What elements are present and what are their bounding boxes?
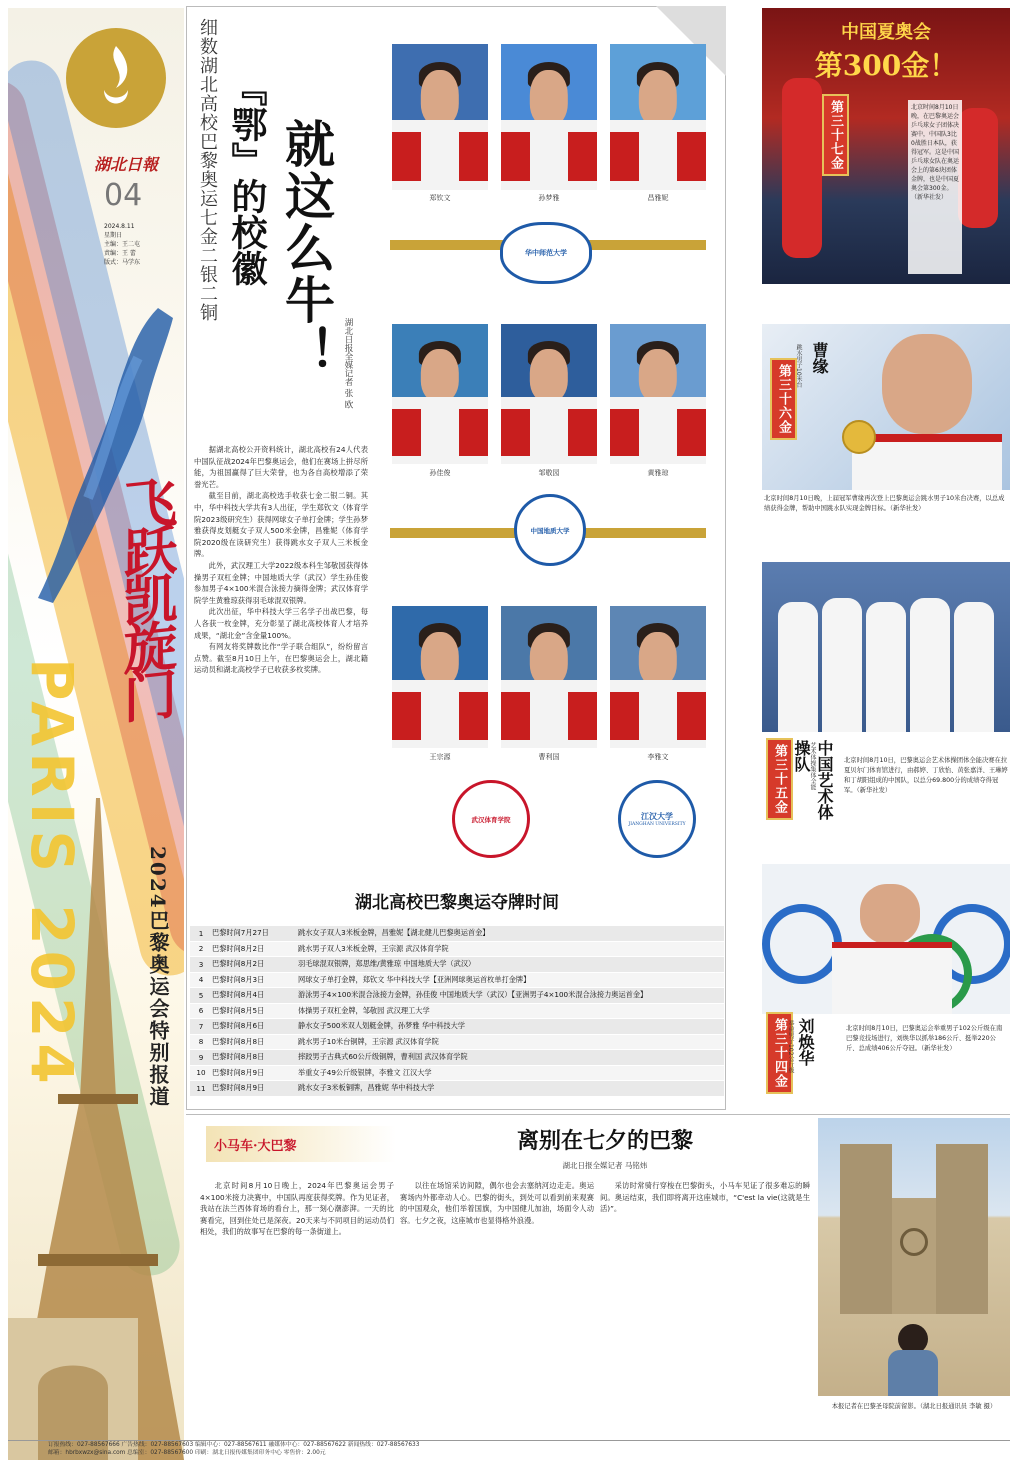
athlete-name: 孙梦雅	[538, 194, 560, 202]
row-time: 巴黎时间8月2日	[212, 943, 265, 953]
paris-2024-text: PARIS 2024	[18, 658, 86, 1090]
row-time: 巴黎时间8月8日	[212, 1036, 265, 1046]
row-index: 10	[196, 1068, 206, 1078]
athlete-photo	[610, 324, 706, 464]
row-time: 巴黎时间8月9日	[212, 1067, 265, 1077]
event-name: 举重男子102公斤级	[787, 1020, 794, 1074]
eiffel-tower-illustration	[8, 798, 184, 1460]
row-time: 巴黎时间7月27日	[212, 928, 269, 938]
article-paragraph: 有网友将奖牌数比作“学子联合组队”，纷纷留言点赞。截至8月10日上午，在巴黎奥运会上，湖北籍运动员和湖北高校学子已收获多枚奖牌。	[194, 642, 368, 675]
athlete-photo	[392, 606, 488, 748]
row-detail: 摔跤男子古典式60公斤级铜牌，曹利国 武汉体育学院	[298, 1052, 468, 1062]
university-emblem	[500, 222, 592, 284]
athlete-photo	[610, 44, 706, 190]
table-row	[190, 1066, 724, 1082]
athlete-photo	[501, 324, 597, 464]
table-row	[190, 1081, 724, 1097]
athlete-name: 李雅文	[647, 753, 669, 761]
banner-slogan: 飞跃凯旋门	[115, 472, 178, 720]
row-detail: 羽毛球混双银牌，郑思维/黄雅琼 中国地质大学（武汉）	[298, 959, 476, 969]
athlete-name: 黄雅琼	[647, 469, 669, 477]
row-index: 6	[198, 1006, 204, 1016]
athlete-name: 曹利国	[538, 753, 560, 761]
athlete-jacket	[832, 942, 952, 1014]
rose-window	[900, 1228, 928, 1256]
series-title: 2024巴黎奥运会特别报道	[146, 846, 170, 1108]
row-detail: 跳水女子双人3米板金牌，昌雅妮【湖北健儿巴黎奥运首金】	[298, 928, 490, 938]
table-row	[190, 1050, 724, 1066]
emblem-label: 中国地质大学	[530, 526, 570, 535]
section-divider	[186, 1114, 1010, 1115]
row-index: 2	[198, 944, 204, 954]
athlete-name: 刘焕华	[796, 1018, 815, 1066]
athlete-face	[882, 334, 972, 434]
row-detail: 游泳男子4×100米混合泳接力金牌，孙佳俊 中国地质大学（武汉）【亚洲男子4×100米混合泳接力奥运首金】	[298, 990, 648, 1000]
article-body	[194, 444, 368, 870]
university-emblem	[514, 494, 586, 566]
photo-caption: 北京时间8月10日，巴黎奥运会举重男子102公斤级在南巴黎竞技场进行，刘焕华以抓举186公斤、挺举220公斤、总成绩406公斤夺冠。（新华社发）	[846, 1025, 1003, 1052]
issue-info	[104, 222, 140, 267]
editor-line: 责编：王 蕾	[104, 250, 136, 257]
team-member	[822, 598, 862, 732]
row-time: 巴黎时间8月9日	[212, 1083, 265, 1093]
reporter-body	[888, 1350, 938, 1396]
row-time: 巴黎时间8月8日	[212, 1052, 265, 1062]
row-detail: 举重女子49公斤级银牌，李雅文 江汉大学	[298, 1067, 432, 1077]
rhythmic-team-photo	[762, 562, 1010, 732]
gold-medal-icon	[842, 420, 876, 454]
cathedral-tower	[936, 1144, 988, 1314]
table-row	[190, 957, 724, 973]
athlete-photo	[392, 44, 488, 190]
paris-banner	[8, 8, 184, 1460]
headline-sub2: 细数湖北高校巴黎奥运七金二银二铜	[197, 18, 218, 322]
issue-date: 2024.8.11	[104, 223, 135, 230]
table-tennis-photo	[762, 8, 1010, 284]
table-row	[190, 926, 724, 942]
notre-dame-photo	[818, 1118, 1010, 1396]
event-name: 跳水男子10米台	[795, 344, 802, 388]
page-footer	[8, 1440, 1010, 1464]
event-name: 艺术体操集体全能	[809, 742, 816, 790]
gold-count-tag: 第三十五金	[766, 738, 793, 820]
player-figure	[782, 78, 822, 258]
table-title: 湖北高校巴黎奥运夺牌时间	[355, 893, 559, 913]
athlete-name: 邹敬园	[538, 469, 560, 477]
gold-count-tag: 第三十七金	[822, 94, 849, 176]
article-paragraph: 此外，武汉理工大学2022级本科生邹敬园获得体操男子双杠金牌；中国地质大学（武汉）学生孙佳俊参加男子4×100米混合泳接力摘得金牌；武汉体育学院学生黄雅琼获得羽毛球混双银牌。	[194, 560, 368, 605]
bottom-paragraph: 以往在场馆采访间隙，偶尔也会去塞纳河边走走。奥运赛场内外都牵动人心。巴黎的街头，到处可以看到前来观赛的中国观众，他们举着国旗，为中国健儿加油，场面令人动容。七夕之夜，这座城市也显得格外浪漫。	[400, 1181, 594, 1225]
byline: 湖北日报全媒记者 张 欧	[343, 318, 353, 409]
row-time: 巴黎时间8月6日	[212, 1021, 265, 1031]
editor-line: 版式：马学东	[104, 259, 141, 266]
paper-name: 湖北日報	[94, 155, 159, 174]
bottom-paragraph: 采访时常骑行穿梭在巴黎街头，小马车见证了很多难忘的瞬间。奥运结束，我们即将离开这座城市，“C'est la vie(这就是生活)”。	[600, 1181, 810, 1214]
team-member	[866, 602, 906, 732]
athlete-photo	[501, 606, 597, 748]
medal-timeline-table	[190, 926, 724, 1097]
athlete-photo	[392, 324, 488, 464]
athlete-face	[860, 884, 920, 944]
cathedral-facade	[892, 1198, 936, 1314]
university-emblem	[452, 780, 530, 858]
bottom-byline: 湖北日报全媒记者 马铭炜	[562, 1161, 648, 1170]
row-index: 4	[198, 975, 204, 985]
row-index: 5	[198, 990, 204, 1000]
emblem-label: 武汉体育学院	[471, 815, 511, 824]
gold-count-tag: 第三十六金	[770, 358, 797, 440]
university-emblem	[618, 780, 696, 858]
photo-caption: 北京时间8月10日，巴黎奥运会艺术体操团体全能决赛在拉夏贝尔门体育馆进行，由郝婷、丁欣怡、黄张嘉洋、王琳婷和丁胡阳组成的中国队，以总分69.800分的成绩夺得冠军。（新华社发）	[844, 757, 1008, 794]
headline-sub1: 『鄂』的校徽	[226, 70, 268, 286]
headline-main: 就这么牛！	[277, 118, 336, 378]
row-detail: 静水女子500米双人划艇金牌，孙梦雅 华中科技大学	[298, 1021, 465, 1031]
photo-caption: 北京时间8月10日晚，在巴黎奥运会乒乓球女子团体决赛中，中国队3比0战胜日本队，获得冠军。这是中国乒乓球女队在奥运会上的第6块团体金牌，也是中国夏奥会第300金。（新华社发）	[908, 100, 962, 274]
column-logo	[206, 1126, 396, 1162]
row-detail: 体操男子双杠金牌，邹敬园 武汉理工大学	[298, 1005, 430, 1015]
row-time: 巴黎时间8月3日	[212, 974, 265, 984]
row-index: 8	[198, 1037, 204, 1047]
row-detail: 跳水男子10米台铜牌，王宗源 武汉体育学院	[298, 1036, 439, 1046]
athlete-name: 郑钦文	[429, 194, 451, 202]
row-detail: 跳水男子双人3米板金牌，王宗源 武汉体育学院	[298, 943, 449, 953]
athlete-photo	[501, 44, 597, 190]
table-row	[190, 942, 724, 958]
issue-weekday: 星期日	[104, 232, 123, 239]
emblem-label-en: JIANGHAN UNIVERSITY	[628, 822, 686, 827]
team-name: 中国艺术体操队	[792, 740, 834, 820]
athlete-name: 王宗源	[429, 753, 451, 761]
row-index: 9	[198, 1052, 204, 1062]
cathedral-tower	[840, 1144, 892, 1314]
photo-headline-1: 中国夏奥会	[841, 22, 931, 43]
page-number: 04	[104, 178, 143, 213]
team-member	[778, 602, 818, 732]
table-row	[190, 973, 724, 989]
bottom-col-1	[200, 1180, 394, 1434]
bottom-paragraph: 北京时间8月10日晚上，2024年巴黎奥运会男子4×100米接力决赛中，中国队再度获得奖牌。作为见证者，我站在法兰西体育场的看台上，那一刻心潮澎湃。一天的比赛看完，回到住处已是深夜。20天来与不同项目的运动员们相处，我们的故事写在巴黎的每一条街道上。	[200, 1181, 394, 1237]
bottom-title: 离别在七夕的巴黎	[516, 1128, 693, 1154]
table-row	[190, 1004, 724, 1020]
article-paragraph: 截至目前，湖北高校选手收获七金二银二铜。其中，华中科技大学共有3人出征，学生郑钦文（体育学院2023级研究生）获得网球女子单打金牌；学生孙梦雅获得皮划艇女子双人500米金牌，昌雅妮（体育学院2020级在读研究生）获得跳水女子双人三米板金牌。	[194, 491, 368, 559]
bottom-col-3	[600, 1180, 810, 1434]
row-time: 巴黎时间8月5日	[212, 1005, 265, 1015]
footer-line: 订报热线：027-88567666 广告热线：027-88567603 编辑中心：027-88567611 融媒体中心：027-88567622 新闻热线：027-88567633	[48, 1442, 420, 1448]
row-time: 巴黎时间8月2日	[212, 959, 265, 969]
athlete-name: 孙佳俊	[429, 469, 451, 477]
photo-headline-2: 第300金！	[814, 49, 958, 82]
emblem-label: 华中师范大学	[525, 248, 567, 257]
photo-caption: 北京时间8月10日晚，上届冠军曹缘再次登上巴黎奥运会跳水男子10米台决赛，以总成绩获得金牌，帮助中国跳水队实现金牌目标。（新华社发）	[764, 495, 1005, 512]
footer-line: 邮箱：hbrbxwzx@sina.com 总编室：027-88567600 印刷：湖北日报传媒集团印务中心 零售价：2.00元	[48, 1450, 326, 1456]
row-time: 巴黎时间8月4日	[212, 990, 265, 1000]
athlete-photo	[610, 606, 706, 748]
row-index: 7	[198, 1021, 204, 1031]
row-index: 11	[196, 1083, 206, 1093]
table-row	[190, 988, 724, 1004]
weightlifter-photo	[762, 864, 1010, 1014]
row-detail: 网球女子单打金牌，郑钦文 华中科技大学【亚洲网球奥运首枚单打金牌】	[298, 974, 531, 984]
team-member	[910, 598, 950, 732]
table-row	[190, 1035, 724, 1051]
table-row	[190, 1019, 724, 1035]
column-name: 小马车·大巴黎	[214, 1139, 297, 1154]
row-index: 3	[198, 959, 204, 969]
paris-flame-logo	[66, 28, 166, 128]
article-paragraph: 此次出征，华中科技大学三名学子出战巴黎，每人各获一枚金牌，充分彰显了湖北高校体育人才培养成果，“湖北金”含金量100%。	[194, 607, 368, 640]
gold-count-tag: 第三十四金	[766, 1012, 793, 1094]
editor-line: 主编：王二屯	[104, 241, 141, 248]
row-detail: 跳水女子3米板铜牌，昌雅妮 华中科技大学	[298, 1083, 435, 1093]
athlete-name: 昌雅妮	[647, 194, 669, 202]
athlete-name: 曹缘	[810, 342, 829, 374]
article-paragraph: 据湖北高校公开资料统计，湖北高校有24人代表中国队征战2024年巴黎奥运会，他们在赛场上拼尽所能，为祖国赢得了巨大荣誉，也为各自高校增添了荣誉光芒。	[194, 445, 368, 489]
emblem-label: 江汉大学	[640, 811, 673, 821]
row-index: 1	[198, 928, 204, 938]
player-figure	[958, 108, 998, 228]
photo-caption: 本报记者在巴黎圣母院前留影。（湖北日报通讯员 李敏 摄）	[831, 1403, 997, 1410]
team-member	[954, 602, 994, 732]
bottom-col-2	[400, 1180, 594, 1434]
